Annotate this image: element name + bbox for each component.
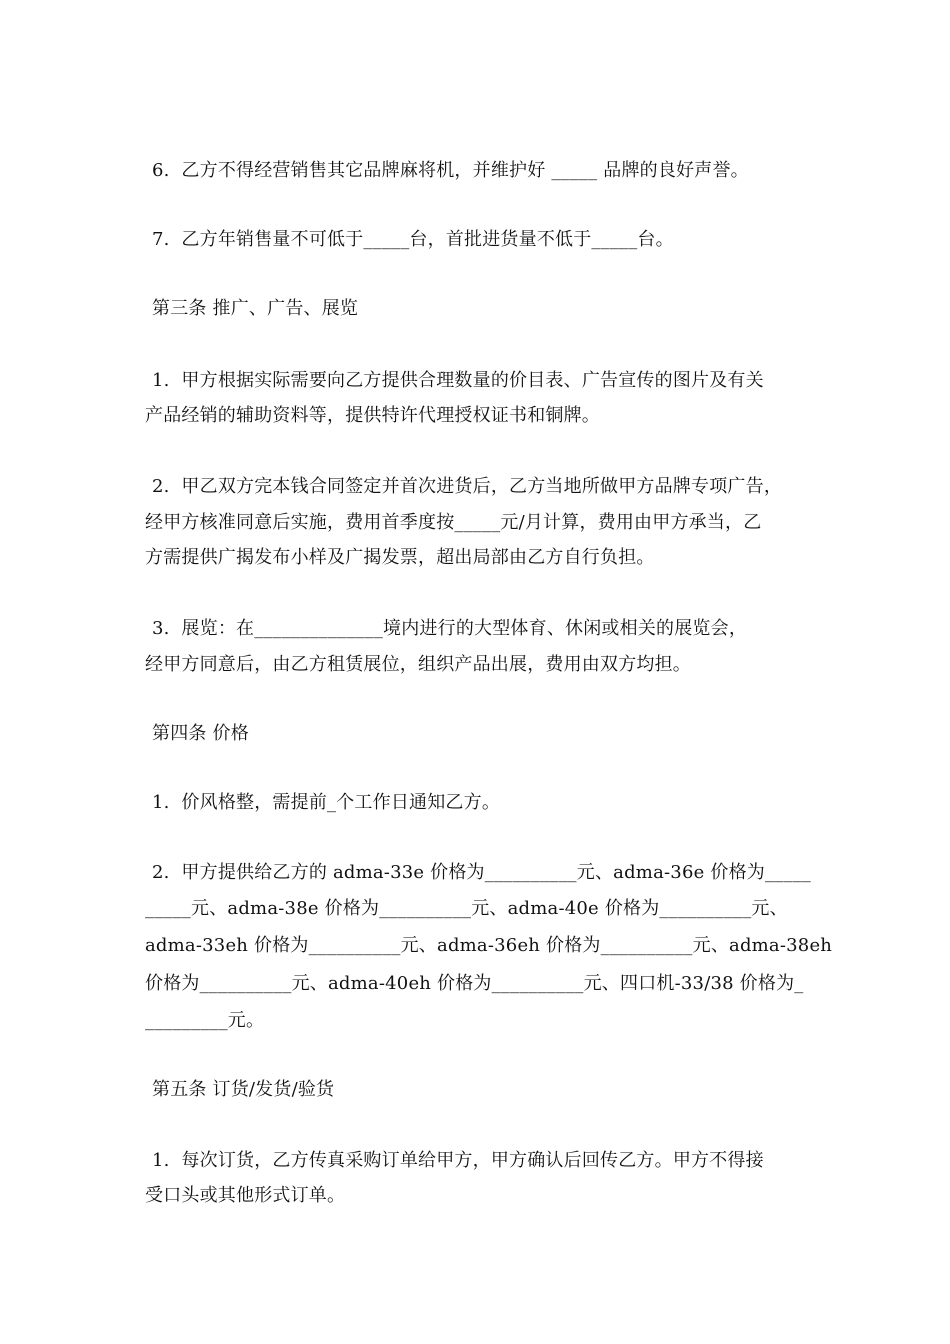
section-heading-3: 第三条 推广、广告、展览 bbox=[152, 298, 359, 319]
clause-4-1: 1. 价风格整，需提前_个工作日通知乙方。 bbox=[152, 792, 501, 813]
section-heading-5: 第五条 订货/发货/验货 bbox=[152, 1079, 335, 1100]
clause-4-2-line-4: 价格为__________元、adma-40eh 价格为__________元、四口机-33/38 价格为_ bbox=[145, 973, 804, 994]
clause-3-3-line-1: 3. 展览：在______________境内进行的大型体育、休闲或相关的展览会， bbox=[152, 618, 748, 639]
clause-4-2-line-5: _________元。 bbox=[145, 1010, 265, 1031]
clause-3-3-line-2: 经甲方同意后，由乙方租赁展位，组织产品出展，费用由双方均担。 bbox=[145, 654, 691, 675]
clause-4-2-line-1: 2. 甲方提供给乙方的 adma-33e 价格为__________元、adma-36e 价格为_____ bbox=[152, 862, 811, 883]
clause-3-2-line-3: 方需提供广揭发布小样及广揭发票，超出局部由乙方自行负担。 bbox=[145, 547, 655, 568]
clause-3-2-line-2: 经甲方核准同意后实施，费用首季度按_____元/月计算，费用由甲方承当，乙 bbox=[145, 512, 762, 533]
clause-7: 7. 乙方年销售量不可低于_____台，首批进货量不低于_____台。 bbox=[152, 229, 674, 250]
clause-4-2-line-3: adma-33eh 价格为__________元、adma-36eh 价格为__________元、adma-38eh bbox=[145, 935, 833, 956]
clause-3-1-line-2: 产品经销的辅助资料等，提供特许代理授权证书和铜牌。 bbox=[145, 405, 600, 426]
section-heading-4: 第四条 价格 bbox=[152, 723, 249, 744]
clause-6: 6. 乙方不得经营销售其它品牌麻将机，并维护好 _____ 品牌的良好声誉。 bbox=[152, 160, 749, 181]
clause-3-2-line-1: 2. 甲乙双方完本钱合同签定并首次进货后，乙方当地所做甲方品牌专项广告， bbox=[152, 476, 783, 497]
clause-5-1-line-1: 1. 每次订货，乙方传真采购订单给甲方，甲方确认后回传乙方。甲方不得接 bbox=[152, 1150, 764, 1171]
clause-5-1-line-2: 受口头或其他形式订单。 bbox=[145, 1185, 346, 1206]
clause-3-1-line-1: 1. 甲方根据实际需要向乙方提供合理数量的价目表、广告宣传的图片及有关 bbox=[152, 370, 764, 391]
clause-4-2-line-2: _____元、adma-38e 价格为__________元、adma-40e 价格为__________元、 bbox=[145, 898, 788, 919]
